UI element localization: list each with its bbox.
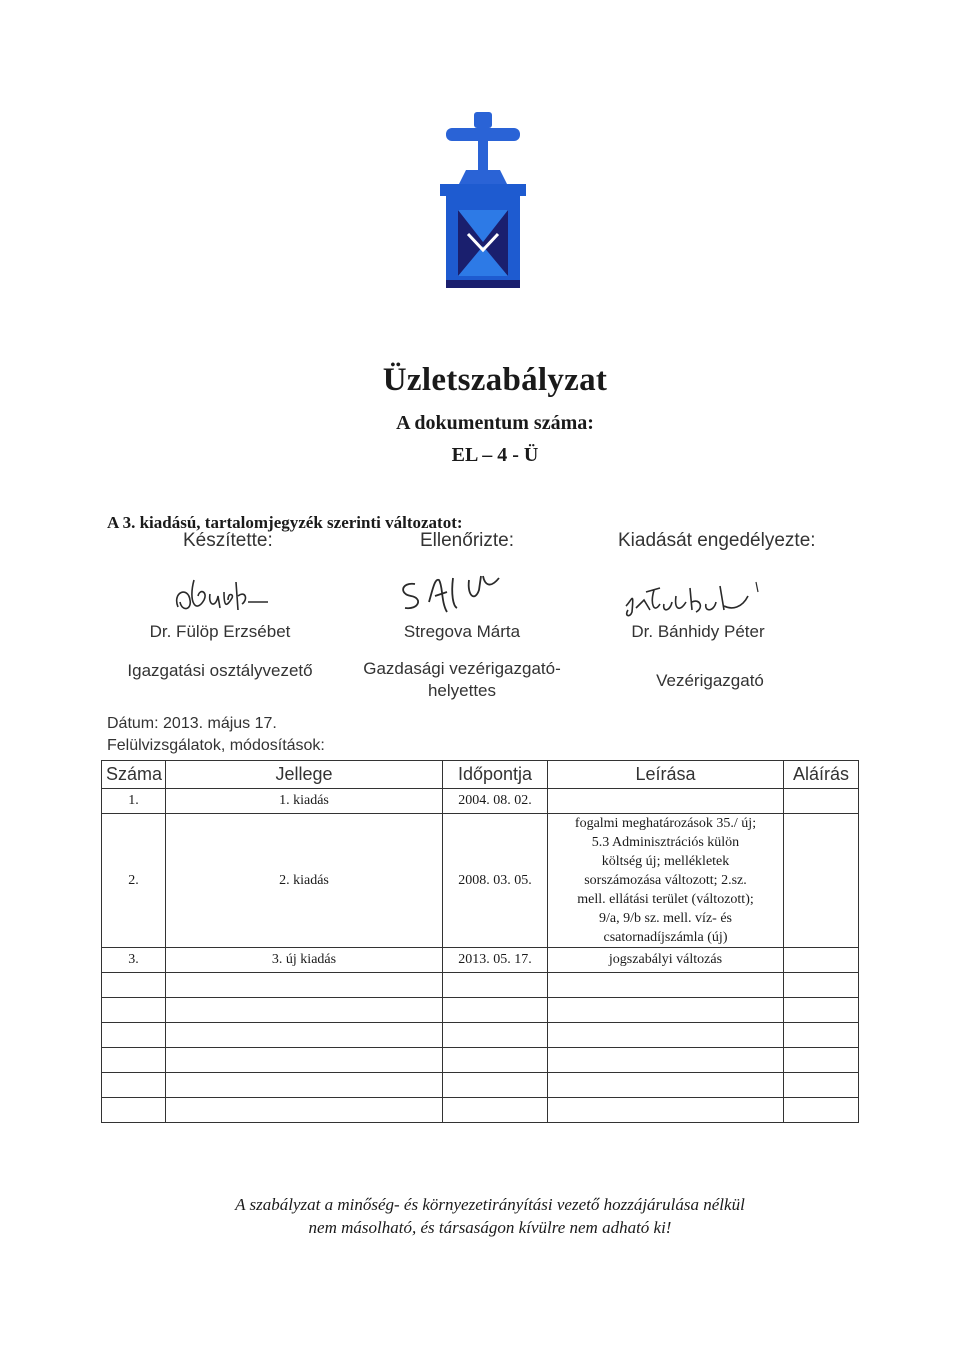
column-header-type: Jellege bbox=[166, 761, 443, 789]
empty-cell bbox=[548, 1073, 784, 1098]
empty-cell bbox=[548, 1023, 784, 1048]
document-number: EL – 4 - Ü bbox=[451, 444, 539, 466]
empty-cell bbox=[166, 1098, 443, 1123]
company-logo bbox=[438, 112, 528, 290]
document-number-label: A dokumentum száma: bbox=[396, 412, 594, 434]
approved-by-position: Vezérigazgató bbox=[656, 671, 764, 690]
edition-statement: A 3. kiadású, tartalomjegyzék szerinti változatot: bbox=[107, 513, 463, 532]
empty-table-row bbox=[102, 998, 859, 1023]
cell-type: 2. kiadás bbox=[166, 814, 443, 948]
empty-cell bbox=[784, 1073, 859, 1098]
column-header-signature: Aláírás bbox=[784, 761, 859, 789]
empty-cell bbox=[548, 998, 784, 1023]
empty-table-row bbox=[102, 1098, 859, 1123]
description-line: 5.3 Adminisztrációs külön bbox=[591, 835, 740, 850]
cell-signature bbox=[784, 789, 859, 814]
empty-cell bbox=[166, 1023, 443, 1048]
description-line: csatornadíjszámla (új) bbox=[603, 930, 728, 945]
empty-cell bbox=[784, 1023, 859, 1048]
empty-table-row bbox=[102, 1023, 859, 1048]
cell-description: jogszabályi változás bbox=[548, 948, 784, 973]
empty-cell bbox=[102, 1098, 166, 1123]
description-line: fogalmi meghatározások 35./ új; bbox=[574, 816, 757, 831]
approved-by-label: Kiadását engedélyezte: bbox=[618, 530, 816, 551]
footer-line-1: A szabályzat a minőség- és környezetirányítási vezető hozzájárulása nélkül bbox=[235, 1195, 745, 1214]
table-row bbox=[102, 814, 859, 948]
cell-type: 3. új kiadás bbox=[166, 948, 443, 973]
cell-type: 1. kiadás bbox=[166, 789, 443, 814]
empty-table-row bbox=[102, 1048, 859, 1073]
cell-description bbox=[548, 789, 784, 814]
empty-cell bbox=[443, 998, 548, 1023]
empty-cell bbox=[166, 973, 443, 998]
cell-description bbox=[548, 814, 784, 948]
cell-date: 2004. 08. 02. bbox=[443, 789, 548, 814]
checked-by-name: Stregova Márta bbox=[403, 622, 521, 641]
table-header-row bbox=[102, 761, 859, 789]
prepared-by-name: Dr. Fülöp Erzsébet bbox=[149, 622, 291, 641]
column-header-number: Száma bbox=[102, 761, 166, 789]
table-row bbox=[102, 948, 859, 973]
empty-cell bbox=[443, 1073, 548, 1098]
empty-cell bbox=[443, 1048, 548, 1073]
description-line: költség új; mellékletek bbox=[601, 854, 730, 869]
empty-cell bbox=[548, 1098, 784, 1123]
empty-cell bbox=[443, 1098, 548, 1123]
empty-cell bbox=[166, 998, 443, 1023]
cell-date: 2008. 03. 05. bbox=[443, 814, 548, 948]
cell-signature bbox=[784, 814, 859, 948]
checked-by-position-line2: helyettes bbox=[427, 681, 497, 700]
empty-cell bbox=[784, 998, 859, 1023]
signature-banhidy bbox=[620, 580, 760, 626]
footer-notice bbox=[120, 1193, 860, 1239]
revisions-table bbox=[101, 760, 859, 1123]
signature-fulop bbox=[168, 572, 278, 622]
column-header-description: Leírása bbox=[548, 761, 784, 789]
empty-cell bbox=[166, 1073, 443, 1098]
revisions-label: Felülvizsgálatok, módosítások: bbox=[107, 737, 325, 754]
empty-cell bbox=[784, 973, 859, 998]
empty-cell bbox=[102, 973, 166, 998]
prepared-by-label: Készítette: bbox=[183, 530, 273, 551]
signature-stregova bbox=[395, 572, 525, 628]
prepared-by-position: Igazgatási osztályvezető bbox=[127, 661, 313, 680]
empty-table-row bbox=[102, 973, 859, 998]
checked-by-position-line1: Gazdasági vezérigazgató- bbox=[363, 659, 561, 678]
checked-by-label: Ellenőrizte: bbox=[420, 530, 514, 551]
empty-cell bbox=[102, 1073, 166, 1098]
document-date: Dátum: 2013. május 17. bbox=[107, 715, 277, 732]
empty-cell bbox=[784, 1098, 859, 1123]
description-line: mell. ellátási terület (változott); bbox=[577, 892, 754, 907]
cell-number: 3. bbox=[102, 948, 166, 973]
approved-by-name: Dr. Bánhidy Péter bbox=[631, 622, 765, 641]
empty-cell bbox=[443, 973, 548, 998]
description-line: 9/a, 9/b sz. mell. víz- és bbox=[599, 911, 732, 926]
column-header-date: Időpontja bbox=[443, 761, 548, 789]
cell-date: 2013. 05. 17. bbox=[443, 948, 548, 973]
empty-cell bbox=[548, 973, 784, 998]
empty-cell bbox=[102, 1048, 166, 1073]
table-row bbox=[102, 789, 859, 814]
empty-rows bbox=[102, 973, 859, 1123]
cell-number: 2. bbox=[102, 814, 166, 948]
cell-number: 1. bbox=[102, 789, 166, 814]
empty-cell bbox=[102, 1023, 166, 1048]
empty-table-row bbox=[102, 1073, 859, 1098]
checked-by-position bbox=[352, 658, 572, 702]
description-line: sorszámozása változott; 2.sz. bbox=[584, 873, 747, 888]
cell-signature bbox=[784, 948, 859, 973]
empty-cell bbox=[166, 1048, 443, 1073]
document-title: Üzletszabályzat bbox=[382, 362, 608, 398]
empty-cell bbox=[784, 1048, 859, 1073]
footer-line-2: nem másolható, és társaságon kívülre nem adható ki! bbox=[308, 1218, 672, 1237]
empty-cell bbox=[443, 1023, 548, 1048]
empty-cell bbox=[102, 998, 166, 1023]
empty-cell bbox=[548, 1048, 784, 1073]
